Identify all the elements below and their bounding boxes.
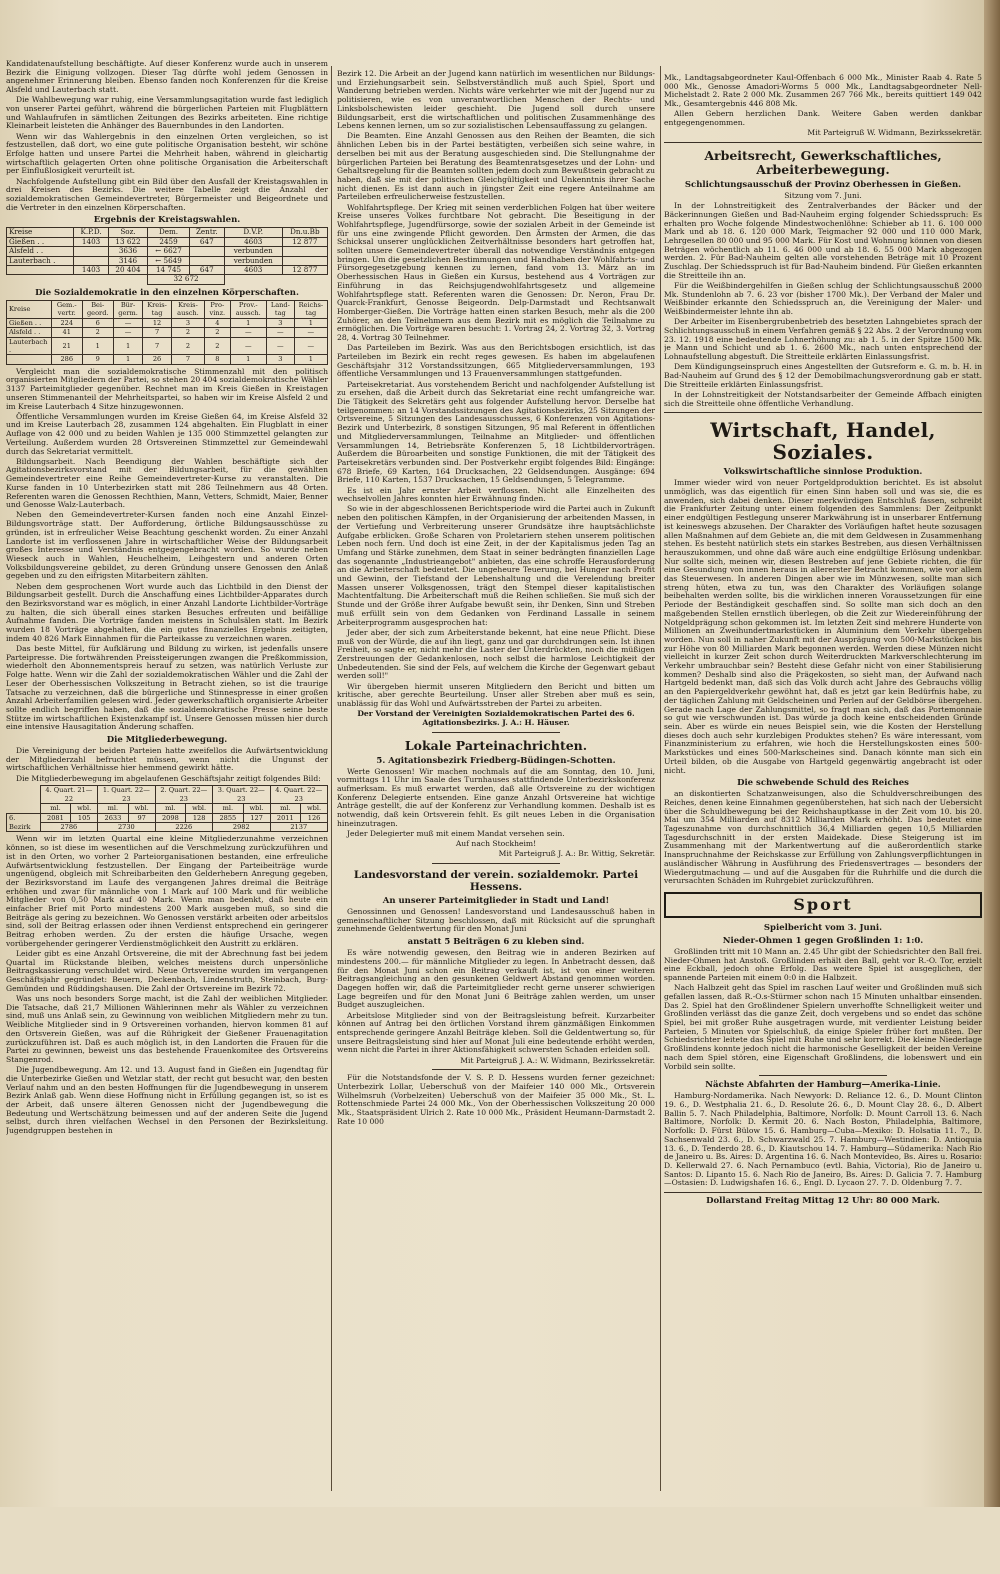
table-cell: 2011	[270, 813, 301, 822]
table-header-cell: Zentr.	[189, 228, 224, 237]
paragraph: Für die Notstandsfonde der V. S. P. D. Hessens wurden ferner gezeichnet: Unterbezirk Lollar, Ueberschuß von der Maifeier 140 000 Mk., Ortsverein Wilhelmsruh (Vorbelzeiten) Ueberschuß von der Maifeier 35 000 Mk., St. L. Rottenschmiede Partei 24 000 Mk., Von der Oberhessischen Volkszeitung 20 000 Mk., Staatspräsident Ulrich 2. Rate 10 000 Mk., Präsident Heumann-Darmstadt 2. Rate 10 000	[337, 1073, 655, 1126]
section-heading: Die Mitgliederbewegung.	[106, 735, 228, 746]
paragraph: In der Lohnstreitigkeit der Notstandsarbeiter der Gemeinde Affbach einigten sich die Streitteile ohne öffentliche Verhandlung.	[664, 389, 982, 408]
table-header-cell: ml.	[155, 804, 186, 813]
table-header-cell: wbl.	[301, 804, 328, 813]
table-cell: 127	[243, 813, 270, 822]
signature: Mit Parteigruß W. Widmann, Bezirkssekretär.	[807, 128, 982, 138]
column-3	[664, 74, 982, 1574]
column-2	[337, 70, 655, 1570]
table-row	[7, 328, 328, 337]
subheading: 5. Agitationsbezirk Friedberg-Büdingen-Schotten.	[376, 755, 616, 766]
table-header-cell: 2. Quart. 22—23	[155, 786, 212, 804]
section-heading: Lokale Parteinachrichten.	[404, 737, 588, 753]
paragraph: Bezirk 12. Die Arbeit an der Jugend kann natürlich im wesentlichen nur Bildungs- und Erziehungsarbeit sein. Selbstverständlich muß auch Spiel, Sport und Wanderung betrieben werden. Nichts wäre verkehrter wie mit der Jugend nur zu politisieren, wie es von unverantwortlichen Menschen der Rechts- und Linksbolschewisten leider geschieht. Die Jugend soll durch unsere Bildungsarbeit, erst die wirtschaftlichen und politischen Zusammenhänge des Lebens kennen lernen, um so zur sozialistischen Lebensauffassung zu gelangen.	[337, 70, 655, 131]
table-header-cell: Reichs-tag	[294, 300, 327, 318]
table-cell: 3	[171, 318, 204, 327]
table-cell: 4	[205, 318, 230, 327]
table-cell: 2459	[148, 237, 189, 246]
table-cell: 2226	[155, 823, 212, 832]
table-cell: 3	[266, 355, 294, 364]
divider	[664, 142, 982, 143]
table-total-row	[7, 266, 328, 275]
table-header-cell: 3. Quart. 22—23	[213, 786, 270, 804]
paragraph: Es ist ein Jahr ernster Arbeit verflossen. Nicht alle Einzelheiten des wechselvollen Jahres konnten hier Erwähnung finden.	[337, 485, 655, 504]
table-header-cell: 4. Quart. 22—23	[270, 786, 328, 804]
membership-table	[6, 785, 328, 832]
table-row	[7, 813, 328, 822]
table-cell: Gießen . .	[7, 318, 52, 327]
paragraph: Dem Kündigungseinspruch eines Angestellten der Gutsreform e. G. m. b. H. in Bad-Nauheim auf Grund des § 12 der Demobilmachungsverordnung gab er statt. Die Streitteile erklärten Einlassungsfrist.	[664, 362, 982, 389]
paragraph: Kandidatenaufstellung beschäftigte. Auf dieser Konferenz wurde auch in unserem Bezirk die Einigung vollzogen. Dieser Tag dürfte wohl jedem Genossen in angenehmer Erinnerung bleiben. Ebenso fanden noch Konferenzen für die Kreise Alsfeld und Lauterbach statt.	[6, 60, 328, 95]
table-cell: 2	[205, 328, 230, 337]
paragraph: Jeder aber, der sich zum Arbeiterstande bekennt, hat eine neue Pflicht. Diese muß von der Würde, die auf ihn liegt, ganz und gar durchdrungen sein. Ist ihnen Freiheit, so sagte er, nicht mehr die Laster der Unterdrückten, noch die müßigen Zerstreuungen der Gedankenlosen, noch selbst die harmlose Leichtigkeit der Unbedeutenden. Sie sind der Fels, auf welchem die Kirche der Gegenwart gebaut werden soll!"	[337, 627, 655, 681]
table-cell: 12 877	[282, 266, 327, 275]
table-cell: 21	[51, 337, 82, 355]
paragraph: Der Arbeiter im Eisenbergrubenbetrieb des besetzten Lahngebietes sprach der Schlichtungsausschuß in einem Verfahren gemäß § 22 Abs. 2 der Verordnung vom 23. 12. 1918 eine bedeutende Lohnerhöhung zu: ab 1. 5. in der Spitze 1500 Mk. je Mann und Schicht und ab 1. 6. 2600 Mk., nach unten entsprechend der Lohnaufstellung abgestuft. Die Streitteile erklärten Einlassungsfrist.	[664, 317, 982, 362]
table-header-cell: ml.	[213, 804, 244, 813]
table-header-row	[7, 228, 328, 237]
table-cell: 3	[266, 318, 294, 327]
table-cell: 7	[143, 328, 171, 337]
table-header-cell: Dem.	[148, 228, 189, 237]
table-cell: 1403	[74, 266, 108, 275]
table-header-cell: Prov.-aussch.	[230, 300, 266, 318]
table-cell: —	[266, 328, 294, 337]
paragraph: Es wäre notwendig gewesen, den Beitrag wie in anderen Bezirken auf mindestens 200.— für männliche Mitglieder zu legen. In Anbetracht dessen, daß für den Monat Juni schon ein Beitrag verkauft ist, ist von einer weiteren Beitragsangleichung an den gesunkenen Geldwert Abstand genommen worden. Dagegen hoffen wir, daß die Parteimitglieder recht gerne unserer schwierigen Lage begreifen und für den Monat Juni 6 Beiträge zahlen werden, um unser Budget auszugleichen.	[337, 948, 655, 1010]
table-cell: 647	[189, 266, 224, 275]
table-cell	[7, 355, 52, 364]
table-cell: —	[294, 328, 327, 337]
signature: Mit Parteigruß J. A.: W. Widmann, Bezirkssekretär.	[460, 1055, 655, 1065]
signature: Mit Parteigruß J. A.: Br. Wittig, Sekretär.	[498, 849, 655, 859]
table-total-row	[7, 355, 328, 364]
signature: Der Vorstand der Vereinigten Sozialdemokratischen Partei des 6. Agitationsbezirks. J. A.: H. Häuser.	[357, 709, 635, 727]
table-header-cell: wbl.	[243, 804, 270, 813]
subheading: Die schwebende Schuld des Reiches	[737, 778, 909, 789]
table-header-cell: D.V.P.	[224, 228, 282, 237]
column-rule	[660, 66, 661, 1491]
paragraph: Öffentliche Versammlungen wurden im Kreise Gießen 64, im Kreise Alsfeld 32 und im Kreise Lauterbach 28, zusammen 124 abgehalten. Ein Flugblatt in einer Auflage von 42 000 und zu beiden Wahlen je 135 000 Stimmzettel gelangten zur Verteilung. Außerdem wurden 28 Ortsvereinen Stimmzettel zur Gemeindewahl durch das Sekretariat vermittelt.	[6, 411, 328, 456]
table-cell: ← 5649	[148, 256, 189, 265]
divider	[664, 1192, 982, 1193]
table-header-cell: Kreise	[7, 228, 74, 237]
table-row	[7, 318, 328, 327]
column-rule	[331, 66, 332, 1491]
table-header-cell: ml.	[98, 804, 129, 813]
divider	[432, 1069, 559, 1070]
table-cell: 1	[294, 318, 327, 327]
table-cell: 97	[128, 813, 155, 822]
table-cell: Alsfeld . .	[7, 247, 74, 256]
paragraph: Mk., Landtagsabgeordneter Kaul-Offenbach 6 000 Mk., Minister Raab 4. Rate 5 000 Mk., Genosse Amadori-Worms 5 000 Mk., Landtagsabgeordneter Nell-Michelstadt 2. Rate 2 000 Mk. Zusammen 267 766 Mk., bereits quittiert 149 042 Mk., Gesamtergebnis 446 808 Mk.	[664, 74, 982, 109]
table-cell: 2982	[213, 823, 270, 832]
table-row	[7, 247, 328, 256]
table-header-cell: Dn.u.Bb	[282, 228, 327, 237]
table-cell: Lauterbach .	[7, 337, 52, 355]
table-cell: 13 622	[108, 237, 148, 246]
divider	[432, 863, 559, 864]
table-cell: 105	[71, 813, 98, 822]
paragraph: Nach Halbzeit geht das Spiel im raschen Lauf weiter und Großlinden muß sich gefallen lassen, daß R.-O.s-Stürmer schon nach 15 Minuten unhaltbar einsenden. Das 2. Spiel hat den Großlindener Spielern unverhoffte Schnelligkeit weiter und Großlinden verlässt das die ganze Zeit, doch vergebens und so endet das schöne Spiel, bei mit großer Ruhe ausgetragen wurde, mit verdienter Leistung beider Parteien, 5 Minuten vor Spielschluß, da einige Spieler früher fort mußten. Der Schiedsrichter leitete das Spiel mit Ruhe und sehr korrekt. Die kleine Niederlage Großlindens konnte jedoch nicht die harmonische Geselligkeit der beiden Vereine nach dem Spiel stören, eine Eigenschaft Großlindens, die lobenswert und ein Vorbild sein sollte.	[664, 983, 982, 1071]
paragraph: Wenn wir das Wahlergebnis in den einzelnen Orten vergleichen, so ist festzustellen, daß dort, wo eine gute politische Organisation besteht, wir schöne Erfolge hatten und unsere Partei die Mehrheit haben, während in gleichartig wirtschaftlich gelagerten Orten ohne politische Organisation die Arbeiterschaft per Einflußlosigkeit verurteilt ist.	[6, 131, 328, 176]
paragraph: Die Jugendbewegung. Am 12. und 13. August fand in Gießen ein Jugendtag für die Unterbezirke Gießen und Wetzlar statt, der recht gut besucht war, den besten Verlauf nahm und an den besten Hoffnungen für die Jugendbewegung in unserem Bezirk Anlaß gab. Wenn diese Hoffnung nicht in Erfüllung gegangen ist, so ist es der Arbeit, daß unsere älteren Genossen nicht der Jugendbewegung die Bedeutung und Wertschätzung beimessen und auf der anderen Seite die Jugend selbst, durch ihren vielfachen Wechsel in den Personen der Bezirksleitung. Jugendgruppen bestehen in	[6, 1065, 328, 1136]
table-header-row	[7, 300, 328, 318]
table-row	[7, 823, 328, 832]
table-cell: 1403	[74, 237, 108, 246]
table-cell: 647	[189, 237, 224, 246]
divider	[759, 1075, 886, 1076]
paragraph: Die Vereinigung der beiden Parteien hatte zweifellos die Aufwärtsentwicklung der Mitgliederzahl befruchtet müssen, wenn nicht die Ungunst der wirtschaftlichen Verhältnisse hier hemmend gewirkt hätte.	[6, 746, 328, 773]
subheading: Volkswirtschaftliche sinnlose Produktion.	[723, 467, 923, 478]
section-heading: Arbeitsrecht, Gewerkschaftliches, Arbeiterbewegung.	[704, 147, 942, 177]
column-1	[6, 60, 328, 1560]
table-cell: —	[230, 328, 266, 337]
subheading: anstatt 5 Beiträgen 6 zu kleben sind.	[407, 937, 585, 948]
table-cell: 2	[82, 328, 113, 337]
divider	[432, 732, 559, 733]
table-cell: 2081	[40, 813, 71, 822]
paragraph: Parteisekretariat. Aus vorstehendem Bericht und nachfolgender Aufstellung ist zu ersehen, daß die Arbeit durch das Sekretariat eine recht umfangreiche war. Die Tätigkeit des Sekretärs geht aus folgender Aufstellung hervor. Derselbe hat teilgenommen: an 14 Vorstandssitzungen des Agitationsbezirks, 25 Sitzungen der Ortsvereine, 5 Sitzungen des Landesausschusses, 6 Konferenzen von Agitations-Bezirk und Unterbezirk, 8 sonstigen Sitzungen, 95 mal Referent in öffentlichen und Mitgliederversammlungen, Teilnahme an Mitglieder- und öffentlichen Versammlungen 14, Betriebsräte Konferenzen 5, 18 Lichtbildervorträgen. Außerdem die Büroarbeiten und sonstige Funktionen, die mit der Tätigkeit des Parteisekretärs verbunden sind. Der Postverkehr ergibt folgendes Bild: Eingänge: 678 Briefe, 69 Karten, 164 Drucksachen, 22 Geldsendungen. Ausgänge: 694 Briefe, 110 Karten, 1537 Drucksachen, 15 Geldsendungen, 5 Telegramme.	[337, 379, 655, 485]
paragraph: Die Wahlbewegung war ruhig, eine Versammlungsagitation wurde fast lediglich von unserer Partei geführt, während die bürgerlichen Parteien mit Flugblättern und Wahlaufrufen in sämtlichen Zeitungen des Bezirks arbeiteten. Eine richtige Kleinarbeit leisteten die Anhänger des Bauernbundes in den Landorten.	[6, 95, 328, 131]
table-cell: 32 672	[148, 275, 225, 284]
table-header-cell: ml.	[270, 804, 301, 813]
subheading: An unserer Parteimitglieder in Stadt und Land!	[382, 896, 610, 907]
paragraph: Allen Gebern herzlichen Dank. Weitere Gaben werden dankbar entgegengenommen.	[664, 109, 982, 128]
subheading: Nieder-Ohmen 1 gegen Großlinden 1: 1:0.	[722, 935, 924, 946]
table-cell: 2098	[155, 813, 186, 822]
table-cell: 2633	[98, 813, 129, 822]
table-subheader-row	[7, 804, 328, 813]
table-cell: 4603	[224, 237, 282, 246]
table-header-cell: Gem.-vertr.	[51, 300, 82, 318]
table-header-cell: K.P.D.	[74, 228, 108, 237]
paragraph: Das Parteileben im Bezirk. Was aus den Berichtsbogen ersichtlich, ist das Parteileben im Bezirk ein recht reges gewesen. Es haben im abgelaufenen Geschäftsjahr 312 Vorstandssitzungen, 665 Mitgliederversammlungen, 193 öffentliche Versammlungen und 13 Frauenversammlungen stattgefunden.	[337, 343, 655, 379]
table-cell: 126	[301, 813, 328, 822]
table-cell: 3146	[108, 256, 148, 265]
table-header-cell: Kreis-ausch.	[171, 300, 204, 318]
table-header-cell: Kreise	[7, 300, 52, 318]
table-cell: 26	[143, 355, 171, 364]
paragraph: Arbeitslose Mitglieder sind von der Beitragsleistung befreit. Kurzarbeiter können auf Antrag bei den örtlichen Vorstand ihrem gänzmäßigen Einkommen entsprechende geringere Anzahl Beiträge kleben. Soll die Geldentwertung so, für unsere Beitragsleistung sind hier auf Monat Juli eine bedeutende erhöht werden, wenn nicht die Partei in ihrer Aktionsfähigkeit schwersten Schaden erleiden soll.	[337, 1010, 655, 1055]
paragraph: Neben dem gesprochenen Wort wurde auch das Lichtbild in den Dienst der Bildungsarbeit gestellt. Durch die Anschaffung eines Lichtbilder-Apparates durch den Bezirksvorstand war es möglich, in einer Anzahl Landorte Lichtbilder-Vorträge zu halten, die sich überall eines starken Besuches erfreuten und beifällige Aufnahme fanden. Die Vorträge fanden meistens in Schulsälen statt. Im Bezirk wurden 18 Vorträge abgehalten, die ein gutes finanzielles Ergebnis zeitigten, indem 40 826 Mark Einnahmen für die Parteikasse zu verzeichnen waren.	[6, 581, 328, 643]
table-cell: 2855	[213, 813, 244, 822]
table-header-cell: wbl.	[71, 804, 98, 813]
table-cell	[282, 247, 327, 256]
page-edge	[984, 0, 1000, 1507]
paragraph: So wie in der abgeschlossenen Berichtsperiode wird die Partei auch in Zukunft neben den politischen Kämpfen, in der Organisierung der arbeitenden Massen, in der Vertiefung und Verbreiterung unserer Grundsätze ihre hauptsächlichste Aufgabe erblicken. Große Scharen von Proletariern stehen unserem politischen Leben noch fern. Und doch ist eine Zeit, in der der Kapitalismus jeden Tag an Umfang und Stärke zunehmen, dem Staat in seiner bedrängten finanziellen Lage das sogenannte „Industrieangebot" anbieten, das eine schroffe Herausforderung an die Arbeiterschaft bedeutet. Die ungeheure Teuerung, bei Hunger nach Profit und Gewinn, der Tiefstand der Lebenshaltung und die Verelendung breiter Massen unserer Volksgenossen, trägt den Stempel dieser kapitalistischen Machtentfaltung. Die Arbeiterschaft muß die Reihen schließen. Sie muß sich der Stunde und der Größe ihrer Aufgabe bewußt sein, ihr Denken, Sinn und Streben muß erfüllt sein von dem Gedanken von Ferdinand Lassalle in seinem Arbeiterprogramm ausgesprochen hat:	[337, 504, 655, 627]
subheading: Spielbericht vom 3. Juni.	[763, 922, 883, 933]
bodies-table	[6, 300, 328, 365]
table-header-cell: Bei-geord.	[82, 300, 113, 318]
table-cell	[74, 247, 108, 256]
table-header-cell: ml.	[40, 804, 71, 813]
table-cell: ← 6627	[148, 247, 189, 256]
table-cell: 1	[294, 355, 327, 364]
table-header-cell: Land-tag	[266, 300, 294, 318]
table-title: Die Sozialdemokratie in den einzelnen Körperschaften.	[35, 287, 299, 298]
divider	[664, 412, 982, 413]
table-cell: 6	[82, 318, 113, 327]
table-sum-row	[7, 275, 328, 284]
table-header-cell: wbl.	[186, 804, 213, 813]
table-cell: Alsfeld . .	[7, 328, 52, 337]
paragraph: Für die Weißbindergehilfen in Gießen schlug der Schlichtungsausschuß 2000 Mk. Stundenlohn ab 7. 6. 23 vor (bisher 1700 Mk.). Der Verband der Maler und Weißbinder erkannte den Schiedsspruch an, die Vereinigung der Maler- und Weißbindermeister lehnte ihn ab.	[664, 280, 982, 317]
table-header-cell: 4. Quart. 21—22	[40, 786, 97, 804]
table-header-cell: Kreis-tag	[143, 300, 171, 318]
table-cell: 1	[230, 318, 266, 327]
paragraph: Hamburg-Nordamerika. Nach Newyork: D. Reliance 12. 6., D. Mount Clinton 19. 6., D. Westphalia 21. 6., D. Resolute 26. 6., D. Mount Clay 28. 6., D. Albert Ballin 5. 7. Nach Philadelphia, Baltimore, Norfolk: D. Mount Carroll 13. 6. Nach Baltimore, Norfolk: D. Kermit 20. 6. Nach Boston, Philadelphia, Baltimore, Norfolk: D. Fürst Bülow 15. 6. Hamburg—Cuba—Mexiko: D. Holsatia 11. 7., D. Sachsenwald 23. 6., D. Schwarzwald 25. 7. Hamburg—Westindien: D. Antioquia 13. 6., D. Tenderdo 28. 6., D. Kiautschou 14. 7. Hamburg—Südamerika: Nach Rio de Janeiro u. Bs. Aires: D. Argentina 16. 6. Nach Montevideo, Bs. Aires u. Rosario: D. Kellerwald 27. 6. Nach Pernambuco (evtl. Bahia, Victoria), Rio de Janeiro u. Santos: D. Lipanto 15. 6. Nach Rio de Janeiro, Bs. Aires: D. Galicia 7. 7. Hamburg—Ostasien: D. Ludwigshafen 16. 6., Engl. D. Lycaon 27. 7. D. Oldenburg 7. 7.	[664, 1091, 982, 1188]
table-cell: 4603	[224, 266, 282, 275]
table-cell: 7	[143, 337, 171, 355]
paragraph: Das beste Mittel, für Aufklärung und Bildung zu wirken, ist jedenfalls unsere Parteipresse. Die fortwährenden Preissteigerungen zwangen die Preßkommission, wiederholt den Abonnementspreis herauf zu setzen, was natürlich Verluste zur Folge hatte. Wenn wir die Zahl der sozialdemokratischen Wähler und die Zahl der Leser der Oberhessischen Volkszeitung in Betracht ziehen, so ist die traurige Tatsache zu verzeichnen, daß die bürgerliche und Stinnespresse in einer großen Anzahl Arbeiterfamilien gelesen wird. Jeder gewerkschaftlich organisierte Arbeiter sollte endlich begriffen haben, daß die sozialdemokratische Presse seine beste Stütze im wirtschaftlichen Existenzkampf ist. Unsere Genossen müssen hier durch eine intensive Hausagitation Änderung schaffen.	[6, 644, 328, 732]
table-cell: 2730	[98, 823, 155, 832]
table-cell: 20 404	[108, 266, 148, 275]
paragraph: Vergleicht man die sozialdemokratische Stimmenzahl mit den politisch organisierten Mitgliedern der Partei, so stehen 20 404 sozialdemokratische Wähler 3137 Parteimitglieder gegenüber. Rechnet man im Kreis Gießen in Kreistagen unseren Stimmenanteil der Mehrheitspartei, so haben wir im Kreise Alsfeld 2 und im Kreise Lauterbach 4 Sitze hinzugewonnen.	[6, 366, 328, 411]
paragraph: Leider gibt es eine Anzahl Ortsvereine, die mit der Abrechnung fast bei jedem Quartal im Rückstande bleiben, welches meistens durch unpersönliche Beitragskassierung verschuldet wird. Neue Ortsvereine wurden im vergangenen Geschäftsjahr gegründet: Beuern, Deckenbach, Lindenstruth, Steinbach, Burg-Gemünden und Rüddingshausen. Die Zahl der Ortsvereine im Bezirk 72.	[6, 949, 328, 993]
table-title: Ergebnis der Kreistagswahlen.	[93, 215, 241, 226]
paragraph: Genossinnen und Genossen! Landesvorstand und Landesausschuß haben in gemeinschaftlicher Sitzung beschlossen, daß mit Rücksicht auf die sprunghaft zunehmende Geldentwertung für den Monat Juni	[337, 907, 655, 934]
paragraph: Nachfolgende Aufstellung gibt ein Bild über den Ausfall der Kreistagswahlen in drei Kreisen des Bezirks. Die weitere Tabelle zeigt die Anzahl der sozialdemokratischen Gemeindevertreter, Bürgermeister und Beigeordnete und die Vertreter in den einzelnen Körperschaften.	[6, 176, 328, 212]
paragraph: Sitzung vom 7. Juni.	[784, 190, 862, 200]
table-cell: 1	[113, 337, 143, 355]
table-cell: Gießen . .	[7, 237, 74, 246]
subheading: Nächste Abfahrten der Hamburg—Amerika-Linie.	[705, 1080, 941, 1091]
table-cell: 1	[82, 337, 113, 355]
table-header-cell: Bür-germ.	[113, 300, 143, 318]
table-cell: 9	[82, 355, 113, 364]
table-cell: verbunden	[224, 256, 282, 265]
sport-heading: Sport	[664, 892, 982, 918]
table-cell: 1	[230, 355, 266, 364]
election-results-table	[6, 227, 328, 284]
paragraph: Die Mitgliederbewegung im abgelaufenen Geschäftsjahr zeitigt folgendes Bild:	[16, 773, 321, 783]
paragraph: Immer wieder wird von neuer Portgeldproduktion berichtet. Es ist absolut unmöglich, was das eigentlich für einen Sinn haben soll und was sie, die es anwenden, sich dabei denken. Dieser merkwürdigen Entschluß fassen, schreibt die Frankfurter Zeitung unter einem folgenden des Sammlens: Der Zeitpunkt einer endgültigen Festlegung unserer Markwährung ist in unserbarer Entfernung ist keineswegs abzusehen. Der Charakter des Vorläufigen haftet heute sozusagen allen Maßnahmen auf dem Gebiete an, die mit dem Geldwesen in Zusammenhang stehen. Es besteht natürlich stets ein starkes Bestreben, aus diesen Verhältnissen herauszukommen, und ohne daß wäre auch eine endgültige Erlösung undenkbar. Nur sollte sich, meinen wir, diesen Bestreben auf jene Gebiete richten, die für eine Gesundung von innen heraus in allererster Betracht kommen, wie vor allem das Steuerwesen. In anderen Dingen aber wie im Münzwesen, sollte man sich streng hüten, etwa zu tun, was den Charakter des Vorläufigen solange beibehalten werden sollte, bis die wirklichen inneren Voraussetzungen für eine Periode der Beständigkeit geschaffen sind. So sollte man sich doch an den maßgebenden Stellen ernstlich überlegen, ob die Zeit zur Wiedereinführung der Notgeldprägung schon gekommen ist. Im letzten Zeit sind mehrere Hunderte von Millionen an Zweihundertmarkstücken in Aluminium dem Verkehr übergeben worden. Nun soll in naher Zukunft mit der Ausprägung von 500-Markstücken bis zur Höhe von 80 Milliarden Mark begonnen werden. Werden diese Münzen nicht vielleicht in kurzer Zeit schon durch Weiterdruckten Markverschlechterung im Verkehr umbrauchbar sein? Besteht diese Gefahr nicht von einer Stabilisierung kommen? Deshalb sind also die Prägekosten, so sieht man, der Aufwand nach Hartgeld bedenkt man, daß sich das Volk durch acht Jahre des Gebrauchs völlig an den Papiergeldverkehr gewöhnt hat, daß es jetzt gar kein Bedürfnis habe, zu der täglichen Zahlung mit Geldscheinen und Perlen auf der Geldbörse übergehen. Gerade nach Lage der Zahlungsmittel, so fragt man sich, daß das Portemonnaie so gut wie verschwunden ist. Das würde ja doch keine entscheidenden Gründe sein. Aber es würde ein neues Beispiel sein, wie die Kosten der Herstellung dieses doch auch sehr kurzlebigen Produktes stehen? Es wäre interessant, vom Finanzministerium zu erfahren, wie hoch die Herstellungskosten eines 500-Markstückes und eines 500-Markscheines sind. Danach könnte man sich ein Urteil bilden, ob die Ausgabe von Hartgeld gegenwärtig angebracht ist oder nicht.	[664, 478, 982, 775]
paragraph: Auf nach Stockheim!	[455, 839, 537, 849]
table-cell: 128	[186, 813, 213, 822]
table-cell: 41	[51, 328, 82, 337]
table-cell: 2137	[270, 823, 328, 832]
table-cell: 224	[51, 318, 82, 327]
table-cell	[189, 247, 224, 256]
paragraph: Wohlfahrtspflege. Der Krieg mit seinen verderblichen Folgen hat über weitere Kreise unseres Volkes furchtbare Not gebracht. Die Beseitigung in der Wohlfahrtspflege, Jugendfürsorge, sowie der sozialen Arbeit in der Gemeinde ist für uns eine zwingende Pflicht geworden. Den Ärmsten der Armen, die das Schicksal unserer unglücklichen Zeitverhältnisse besonders hart getroffen hat, sollten unsere Gemeindevertreter überall das notwendige Verständnis entgegen bringen. Um die gesetzlichen Bestimmungen und Handhaben der Wohlfahrts- und Fürsorgegesetzgebung kennen zu lernen, fand vom 13. März an im Oberhessischen Haus in Gießen ein Kursus, bestehend aus 4 Vorträgen zur Einführung in das Reichsjugendwohlfahrtsgesetz und allgemeine Wohlfahrtspflege statt. Referenten waren die Genossen: Dr. Neron, Frau Dr. Quarck-Frankfurt, Genosse Beigeordn. Delp-Darmstadt und Rechtsanwalt Homberger-Gießen. Die Vorträge hatten einen starken Besuch, mehr als die 200 Zuhörer, an den Teilnehmern aus dem Bezirk mit es möglich die Teilnahme zu ermöglichen. Die Vorträge waren besucht: 1. Vortrag 24, 2. Vortrag 32, 3. Vortrag 28, 4. Vortrag 30 Teilnehmer.	[337, 202, 655, 343]
section-heading: Landesvorstand der verein. sozialdemokr. Partei Hessens.	[353, 869, 639, 894]
paragraph: Werte Genossen! Wir machen nochmals auf die am Sonntag, den 10. Juni, vormittags 11 Uhr im Saale des Turnhauses stattfindende Unterbezirkskonferenz aufmerksam. Es muß erwartet werden, daß alle Ortsvereine zu der wichtigen Konferenz Delegierte entsenden. Eine ganze Anzahl Ortsvereine hat wichtige Anträge gestellt, die auf der Konferenz zur Verhandlung kommen. Deshalb ist es notwendig, daß kein Ortsverein fehlt. Es gilt neues Leben in die Organisation hineinzutragen.	[337, 766, 655, 828]
table-cell: 2	[205, 337, 230, 355]
paragraph: Die Beamten. Eine Anzahl Genossen aus den Reihen der Beamten, die sich ähnlichen Leben bis in der Partei bestätigten, verbeißen sich seine wahre, in derselben bei mit aus der Beratung ausgeschieden sind. Die Stellungnahme der bürgerlichen Parteien bei Beratung des Beamtenratsgesetzes und der Lohn- und Gehaltsregelung für die Beamten sollten jedem doch zum Bewußtsein gebracht zu haben, daß sie mit der politischen Gleichgültigkeit und Unkenntnis ihrer Sache nicht dienen. Es ist dann auch in jüngster Zeit eine regere Anteilnahme am Parteileben erfreulicherweise festzustellen.	[337, 131, 655, 202]
paragraph: an diskontierten Schatzanweisungen, also die Schuldverschreibungen des Reiches, denen keine Einnahmen gegenüberstehen, hat sich nach der Uebersicht über die Schuldbewegung bei der Reichshauptkasse in der Zeit vom 10. bis 20. Mai um 354 Milliarden auf 8312 Milliarden Mark erhöht. Das bedeutet eine Tageszunahme von durchschnittlich 36,4 Milliarden gegen 10,5 Milliarden Tagesdurchschnitt in der ersten Maidekade. Diese Steigerung ist im Zusammenhang mit der Markentwertung auf die außerordentlich starke Inanspruchnahme der Reichskasse zur Erfüllung von Zahlungsverpflichtungen in ausländischer Währung in Ausführung des Friedensvertrages — besonders der Wiedergutmachung — und auf die Ausgaben für die Ruhrhilfe und die durch die verursachten Schäden im Ruhrgebiet zurückzuführen.	[664, 789, 982, 886]
table-cell: —	[294, 337, 327, 355]
paragraph: In der Lohnstreitigkeit des Zentralverbandes der Bäcker und der Bäckerinnungen Gießen und Bad-Nauheim erging folgender Schiedsspruch: Es erhalten pro Woche folgende Mindestwochenlöhne: Schieber ab 11. 6. 100 000 Mark und ab 18. 6. 120 000 Mark, Teigmacher 92 000 und 110 000 Mark, Lehrgesellen 80 000 und 95 000 Mark. Für Kost und Wohnung können von diesen Beträgen wöchentlich ab 11. 6. 46 000 und ab 18. 6. 55 000 Mark abgezogen werden. 2. Für Bad-Nauheim gelten alle vorstehenden Beträge mit 10 Prozent Zuschlag. Der Schiedsspruch ist für Bad-Nauheim bindend. Für Gießen erkannten die Streitteile ihn an.	[664, 201, 982, 280]
paragraph: Wenn wir im letzten Quartal eine kleine Mitgliederzunahme verzeichnen können, so ist diese im wesentlichen auf die Verschmelzung zurückzuführen und ist in den Orten, wo vorher 2 Parteiorganisationen bestanden, eine erfreuliche Aufwärtsentwicklung festzustellen. Der Eingang der Parteibeiträge wurde ungenügend, obgleich mit Schreibarbeiten den Gelderhebern Anregung gegeben, der Bezirksvorstand im Laufe des vergangenen Jahres dreimal die Beiträge erhöhen und zwar für männliche von 1 Mark auf 100 Mark und für weibliche Mitglieder von 0,50 Mark auf 40 Mark. Wenn man bedenkt, daß heute ein einfacher Brief mit Porto mindestens 200 Mark ausgeben muß, so sind die Beiträge als gering zu bezeichnen. Wo Genossen verstärkt arbeiten oder arbeitslos sind, soll der Beitrag erlassen oder ihnen Verdienst entsprechend ein geringerer Beitrag erhoben werden. Zu der ersten die häufige Ursache, wegen vorübergehender geringerer Verdienstmöglichkeit den Austritt zu erklären.	[6, 834, 328, 948]
table-cell: 12 877	[282, 237, 327, 246]
table-cell: 1	[113, 355, 143, 364]
table-cell: 14 745	[148, 266, 189, 275]
dollar-rate-footer: Dollarstand Freitag Mittag 12 Uhr: 80 000 Mark.	[706, 1196, 940, 1207]
table-cell: 12	[143, 318, 171, 327]
table-cell: 286	[51, 355, 82, 364]
subheading: Schlichtungsausschuß der Provinz Oberhessen in Gießen.	[684, 179, 962, 190]
table-cell: —	[113, 328, 143, 337]
table-cell: —	[230, 337, 266, 355]
table-cell: 3636	[108, 247, 148, 256]
table-header-row	[7, 786, 328, 804]
section-heading: Wirtschaft, Handel, Soziales.	[710, 418, 936, 465]
table-cell: 2	[171, 337, 204, 355]
paragraph: Neben den Gemeindevertreter-Kursen fanden noch eine Anzahl Einzel-Bildungsvorträge statt. Der Aufforderung, örtliche Bildungsausschüsse zu gründen, ist in erfreulicher Weise Beachtung geschenkt worden. Zu einer Anzahl Landorte ist im verflossenen Jahre in wirtschaftlicher Weise der Bildungsarbeit großes Interesse und Verständnis entgegengebracht worden. So wurde neben Wieseck auch in Wahlen, Heuchelheim, Leihgestern und anderen Orten Volksbildungsvereine gebildet, zu deren Gründung unsere Genossen den Anlaß gegeben und zu den eifrigsten Mitarbeitern zählten.	[6, 510, 328, 581]
table-header-cell: Soz.	[108, 228, 148, 237]
table-cell: 6. Bezirk	[7, 813, 41, 832]
paragraph: Jeder Delegierter muß mit einem Mandat versehen sein.	[347, 828, 565, 838]
table-header-cell: Pro-vinz.	[205, 300, 230, 318]
table-cell: —	[113, 318, 143, 327]
table-cell: —	[266, 337, 294, 355]
paragraph: Was uns noch besonders Sorge macht, ist die Zahl der weiblichen Mitglieder. Die Tatsache, daß 21,7 Millionen Wählerinnen mehr als Wähler zu verzeichnen sind, muß uns Anlaß sein, zu Gewinnung von weiblichen Mitgliedern mehr zu tun. Weibliche Mitglieder sind in 9 Ortsvereinen vorhanden, hiervon kommen 81 auf den Ortsverein Gießen, was auf die Rührigkeit der Gießener Frauenagitation zurückzuführen ist. Daß es auch möglich ist, in den Landorten die Frauen für die Partei zu gewinnen, beweist uns das bestehende Frauenkomitee des Ortsvereins Stangenrod.	[6, 994, 328, 1064]
table-cell: 2	[171, 328, 204, 337]
table-header-cell: 1. Quart. 22—23	[98, 786, 155, 804]
table-cell: Lauterbach .	[7, 256, 74, 265]
table-cell: 8	[205, 355, 230, 364]
paragraph: Wir übergeben hiermit unseren Mitgliedern den Bericht und bitten um kritische, aber gerechte Beurteilung. Unser aller Streben aber muß es sein, unablässig für das Wohl und Aufwärtsstreben der Partei zu arbeiten.	[337, 681, 655, 708]
table-cell	[7, 266, 74, 275]
table-row	[7, 337, 328, 355]
paragraph: Bildungsarbeit. Nach Beendigung der Wahlen beschäftigte sich der Agitationsbezirksvorstand mit der Bildungsarbeit, für die gewählten Gemeindevertreter eine Reihe Gemeindevertreter-Kurse zu veranstalten. Die Kurse fanden in 10 Unterbezirken statt mit 286 Teilnehmern aus 48 Orten. Referenten waren die Genossen Rechthien, Mann, Vetters, Schmidt, Maier, Benner und Genosse Walz-Lauterbach.	[6, 456, 328, 510]
table-header-cell: wbl.	[128, 804, 155, 813]
table-cell: 2786	[40, 823, 97, 832]
paragraph: Großlinden tritt mit 10 Mann an. 2.45 Uhr gibt der Schiedsrichter den Ball frei. Nieder-Ohmen hat Anstoß. Großlinden erhält den Ball, geht vor R.-O. Tor, erzielt eine Eckball, jedoch ohne Erfolg. Das weitere Spiel ist ausgeglichen, der spannende Parteien mit einem 0:0 in die Halbzeit.	[664, 946, 982, 983]
table-cell: verbunden	[224, 247, 282, 256]
table-cell: 7	[171, 355, 204, 364]
